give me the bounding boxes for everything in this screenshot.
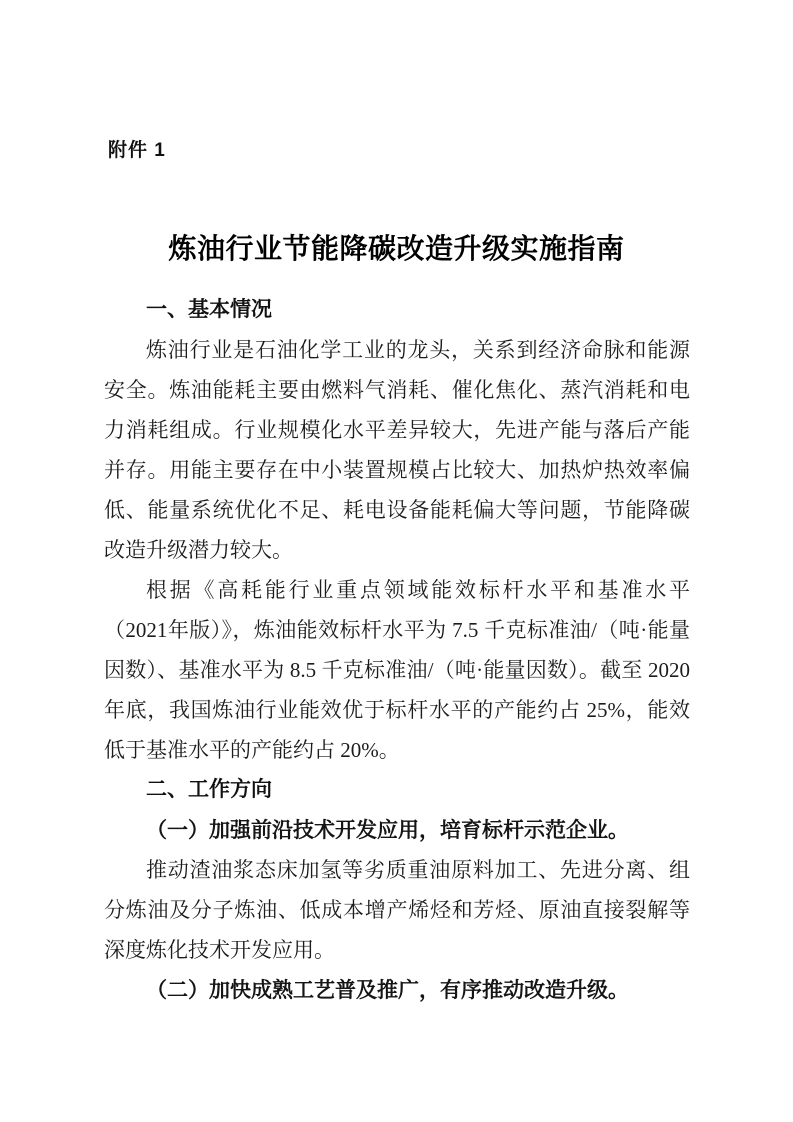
section-1-paragraph-1: 炼油行业是石油化学工业的龙头，关系到经济命脉和能源安全。炼油能耗主要由燃料气消耗、催化焦化、蒸汽消耗和电力消耗组成。行业规模化水平差异较大，先进产能与落后产能并存。用能主要存在中小装置规模占比较大、加热炉热效率偏低、能量系统优化不足、耗电设备能耗偏大等问题，节能降碳改造升级潜力较大。 <box>104 338 690 562</box>
section-1-heading: 一、基本情况 <box>146 298 272 321</box>
attachment-label: 附件 1 <box>108 140 166 161</box>
section-1-paragraph-2: 根据《高耗能行业重点领域能效标杆水平和基准水平（2021年版）》，炼油能效标杆水平为 7.5 千克标准油/（吨·能量因数）、基准水平为 8.5 千克标准油/（吨·能量因数）。截至 2020 年底，我国炼油行业能效优于标杆水平的产能约占 25%，能效低于基准水平的产能约占 20%。 <box>104 578 690 762</box>
section-2-subheading-1: （一）加强前沿技术开发应用，培育标杆示范企业。 <box>146 818 629 842</box>
section-2-heading: 二、工作方向 <box>146 778 272 801</box>
document-title: 炼油行业节能降碳改造升级实施指南 <box>168 233 625 265</box>
document-body <box>104 290 690 1010</box>
section-2-paragraph-1: 推动渣油浆态床加氢等劣质重油原料加工、先进分离、组分炼油及分子炼油、低成本增产烯烃和芳烃、原油直接裂解等深度炼化技术开发应用。 <box>104 858 690 962</box>
section-2-subheading-2: （二）加快成熟工艺普及推广，有序推动改造升级。 <box>146 978 629 1002</box>
